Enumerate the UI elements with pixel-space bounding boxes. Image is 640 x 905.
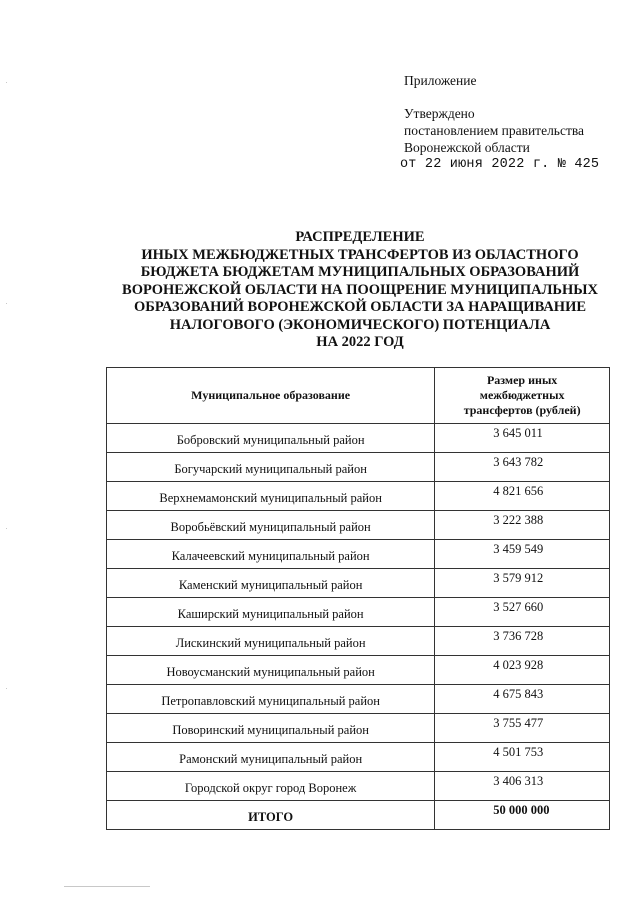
approved-label: Утверждено: [404, 106, 475, 121]
scan-speck: [6, 82, 7, 83]
table-row: [107, 598, 610, 627]
title-line: ВОРОНЕЖСКОЙ ОБЛАСТИ НА ПООЩРЕНИЕ МУНИЦИПАЛЬНЫХ: [122, 281, 598, 298]
transfer-amount: 3 527 660: [435, 598, 610, 627]
table-row: [107, 453, 610, 482]
transfer-amount: 4 821 656: [435, 482, 610, 511]
municipality-name: Каменский муниципальный район: [107, 569, 435, 598]
total-amount: 50 000 000: [435, 801, 610, 830]
table-row: [107, 743, 610, 772]
scan-speck: [6, 528, 7, 529]
table-row: [107, 714, 610, 743]
municipality-name: Новоусманский муниципальный район: [107, 656, 435, 685]
municipality-name: Бобровский муниципальный район: [107, 424, 435, 453]
total-label: ИТОГО: [107, 801, 435, 830]
table-row: [107, 569, 610, 598]
transfer-amount: 3 643 782: [435, 453, 610, 482]
table-row: [107, 772, 610, 801]
table-row: [107, 482, 610, 511]
approved-by-line: постановлением правительства: [404, 123, 585, 138]
transfer-amount: 3 755 477: [435, 714, 610, 743]
header-municipality: Муниципальное образование: [107, 368, 435, 424]
document-title: [100, 229, 620, 352]
header-amount-line: межбюджетных: [479, 388, 565, 402]
table-row: [107, 627, 610, 656]
municipality-name: Калачеевский муниципальный район: [107, 540, 435, 569]
title-line: НАЛОГОВОГО (ЭКОНОМИЧЕСКОГО) ПОТЕНЦИАЛА: [169, 316, 551, 333]
municipality-name: Верхнемамонский муниципальный район: [107, 482, 435, 511]
scan-line: [64, 886, 150, 887]
scan-speck: [6, 303, 7, 304]
title-line: ИНЫХ МЕЖБЮДЖЕТНЫХ ТРАНСФЕРТОВ ИЗ ОБЛАСТНОГО: [141, 246, 579, 263]
header-amount: [435, 368, 610, 424]
municipality-name: Рамонский муниципальный район: [107, 743, 435, 772]
transfer-amount: 3 645 011: [435, 424, 610, 453]
approval-spacer: [404, 89, 599, 105]
transfer-amount: 4 023 928: [435, 656, 610, 685]
approved-region-line: Воронежской области: [404, 140, 530, 155]
approval-block: [400, 72, 600, 173]
scan-speck: [6, 688, 7, 689]
header-amount-line: Размер иных: [486, 373, 558, 387]
table-row: [107, 511, 610, 540]
distribution-table: [106, 367, 610, 830]
transfer-amount: 4 675 843: [435, 685, 610, 714]
municipality-name: Воробьёвский муниципальный район: [107, 511, 435, 540]
table-header-row: [107, 368, 610, 424]
municipality-name: Лискинский муниципальный район: [107, 627, 435, 656]
municipality-name: Каширский муниципальный район: [107, 598, 435, 627]
appendix-label: Приложение: [404, 73, 477, 88]
transfer-amount: 3 222 388: [435, 511, 610, 540]
title-line: ОБРАЗОВАНИЙ ВОРОНЕЖСКОЙ ОБЛАСТИ ЗА НАРАЩИВАНИЕ: [133, 299, 587, 315]
table-row: [107, 685, 610, 714]
table-row: [107, 540, 610, 569]
decree-date-number: от 22 июня 2022 г. № 425: [400, 157, 600, 172]
title-line: БЮДЖЕТА БЮДЖЕТАМ МУНИЦИПАЛЬНЫХ ОБРАЗОВАНИЙ: [140, 264, 580, 280]
municipality-name: Богучарский муниципальный район: [107, 453, 435, 482]
table-row: [107, 656, 610, 685]
title-line: РАСПРЕДЕЛЕНИЕ: [295, 229, 425, 245]
header-amount-line: трансфертов (рублей): [463, 403, 581, 417]
total-row: [107, 801, 610, 830]
transfer-amount: 3 579 912: [435, 569, 610, 598]
municipality-name: Городской округ город Воронеж: [107, 772, 435, 801]
transfer-amount: 3 736 728: [435, 627, 610, 656]
table-row: [107, 424, 610, 453]
transfer-amount: 3 459 549: [435, 540, 610, 569]
transfer-amount: 3 406 313: [435, 772, 610, 801]
municipality-name: Поворинский муниципальный район: [107, 714, 435, 743]
transfer-amount: 4 501 753: [435, 743, 610, 772]
municipality-name: Петропавловский муниципальный район: [107, 685, 435, 714]
title-line: НА 2022 ГОД: [316, 334, 404, 350]
